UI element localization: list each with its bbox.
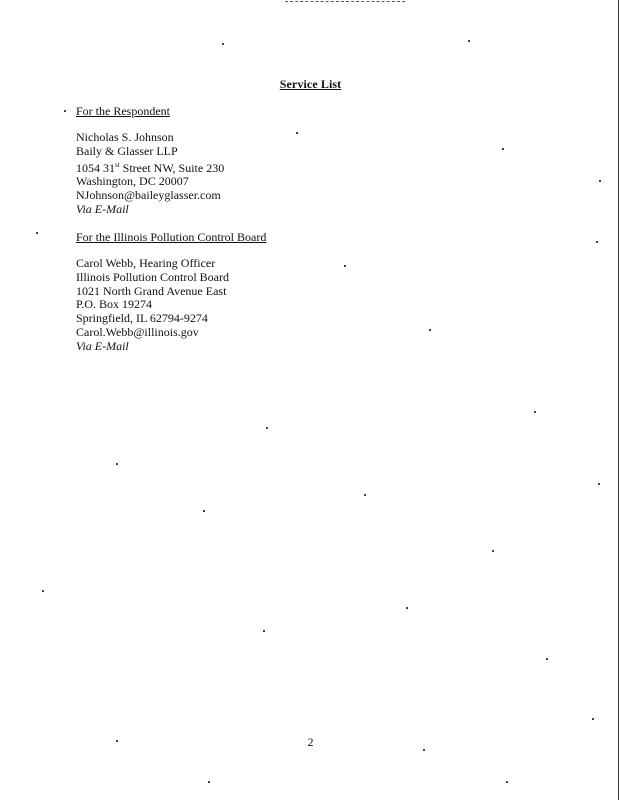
scan-speck [116, 463, 118, 465]
scan-speck [406, 607, 408, 609]
respondent-address-block [76, 131, 224, 217]
scan-speck [546, 658, 548, 660]
board-officer: Carol Webb, Hearing Officer [76, 256, 216, 270]
scan-speck [263, 630, 265, 632]
scan-speck [266, 427, 268, 429]
respondent-city: Washington, DC 20007 [76, 174, 189, 189]
scan-speck [506, 781, 508, 783]
scan-speck [592, 718, 594, 720]
board-email: Carol.Webb@illinois.gov [76, 324, 199, 339]
board-heading: For the Illinois Pollution Control Board [76, 230, 267, 244]
page-title: Service List [279, 77, 342, 91]
respondent-street-rest: Street NW, Suite 230 [119, 160, 225, 175]
respondent-name: Nicholas S. Johnson [76, 130, 174, 144]
scan-speck [344, 265, 346, 267]
scan-speck [364, 494, 366, 496]
scan-speck [42, 590, 44, 592]
board-street: 1021 North Grand Avenue East [76, 283, 227, 298]
respondent-delivery: Via E-Mail [76, 201, 129, 216]
scan-speck [116, 740, 118, 742]
scan-speck [222, 43, 224, 45]
board-po-box: P.O. Box 19274 [76, 297, 153, 312]
board-delivery: Via E-Mail [76, 338, 129, 353]
scan-speck [599, 180, 601, 182]
respondent-street [76, 159, 224, 176]
scan-speck [208, 781, 210, 783]
scan-speck [203, 510, 205, 512]
respondent-street-number: 1054 31 [76, 160, 115, 175]
scan-edge-right [618, 0, 619, 800]
scan-speck [598, 483, 600, 485]
scan-speck [596, 241, 598, 243]
scan-speck [468, 40, 470, 42]
scan-speck [429, 329, 431, 331]
respondent-heading: For the Respondent [76, 104, 170, 118]
respondent-email: NJohnson@baileyglasser.com [76, 188, 221, 203]
scan-edge-top [285, 1, 405, 2]
scan-speck [36, 232, 38, 234]
board-name: Illinois Pollution Control Board [76, 269, 230, 284]
scan-speck [502, 148, 504, 150]
respondent-street-ordinal: st [115, 160, 120, 169]
scan-speck [64, 110, 66, 112]
respondent-firm: Baily & Glasser LLP [76, 143, 178, 158]
scan-speck [534, 411, 536, 413]
board-city: Springfield, IL 62794-9274 [76, 311, 208, 326]
board-address-block [76, 257, 229, 354]
scan-speck [296, 132, 298, 134]
scan-speck [492, 550, 494, 552]
scan-speck [423, 749, 425, 751]
page-number: 2 [307, 735, 314, 749]
